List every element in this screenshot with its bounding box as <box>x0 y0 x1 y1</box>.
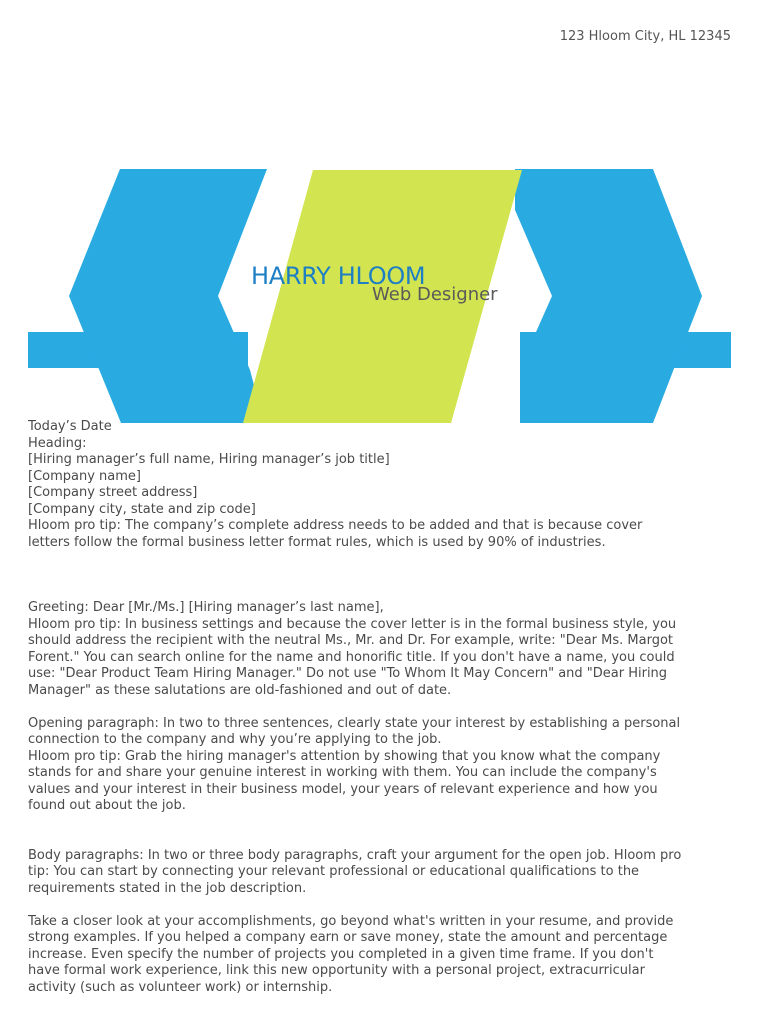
letter-line: Hloom pro tip: The company’s complete address needs to be added and that is because cover <box>28 518 643 533</box>
letter-line: strong examples. If you helped a company earn or save money, state the amount and percentage <box>28 930 668 945</box>
letter-line: Take a closer look at your accomplishments, go beyond what's written in your resume, and provide <box>28 913 674 929</box>
letter-line: [Hiring manager’s full name, Hiring manager’s job title] <box>28 452 390 467</box>
letter-line: Forent." You can search online for the name and honorific title. If you don't have a name, you could <box>28 649 675 665</box>
letter-line: [Company name] <box>28 468 141 484</box>
letter-opening-block <box>28 716 740 815</box>
letter-line: increase. Even specify the number of projects you completed in a given time frame. If you don't <box>28 946 654 962</box>
letter-line: [Company city, state and zip code] <box>28 501 256 517</box>
banner-left-hexagon <box>69 169 267 423</box>
letter-line: Opening paragraph: In two to three sentences, clearly state your interest by establishing a personal <box>28 715 681 731</box>
letter-line: Greeting: Dear [Mr./Ms.] [Hiring manager’s last name], <box>28 600 384 615</box>
letter-accomplishments-block <box>28 914 740 997</box>
letter-line: found out about the job. <box>28 798 186 813</box>
header-banner <box>0 0 770 430</box>
letter-line: values and your interest in their business model, your years of relevant experience and how you <box>28 781 658 797</box>
letter-line: use: "Dear Product Team Hiring Manager." Do not use "To Whom It May Concern" and "Dear Hiring <box>28 666 668 681</box>
letter-line: have formal work experience, link this new opportunity with a personal project, extracurricular <box>28 963 645 978</box>
letter-line: connection to the company and why you’re applying to the job. <box>28 732 442 747</box>
candidate-title: Web Designer <box>372 284 498 305</box>
letter-line: [Company street address] <box>28 485 198 500</box>
candidate-name: HARRY HLOOM <box>251 262 426 290</box>
letter-line: Hloom pro tip: In business settings and because the cover letter is in the formal business style, you <box>28 616 677 632</box>
letter-line: Body paragraphs: In two or three body paragraphs, craft your argument for the open job. Hloom pro <box>28 847 682 863</box>
letter-line: Today’s Date <box>28 419 112 434</box>
letter-line: Hloom pro tip: Grab the hiring manager's attention by showing that you know what the company <box>28 748 661 764</box>
letter-line: letters follow the formal business letter format rules, which is used by 90% of industries. <box>28 534 606 550</box>
letter-line: tip: You can start by connecting your relevant professional or educational qualifications to the <box>28 864 640 879</box>
letter-body <box>28 419 740 996</box>
letter-line: requirements stated in the job description. <box>28 880 307 896</box>
banner-right-hexagon <box>515 169 702 423</box>
letter-line: should address the recipient with the neutral Ms., Mr. and Dr. For example, write: "Dear Ms. Margot <box>28 633 674 648</box>
letter-line: Manager" as these salutations are old-fashioned and out of date. <box>28 682 452 698</box>
letter-greeting-block <box>28 600 740 699</box>
letter-body-block <box>28 848 740 898</box>
letter-line: stands for and share your genuine interest in working with them. You can include the company's <box>28 765 657 780</box>
letter-heading-block <box>28 419 740 551</box>
letter-line: activity (such as volunteer work) or internship. <box>28 979 333 995</box>
sender-address: 123 Hloom City, HL 12345 <box>559 29 731 44</box>
letter-line: Heading: <box>28 435 87 451</box>
